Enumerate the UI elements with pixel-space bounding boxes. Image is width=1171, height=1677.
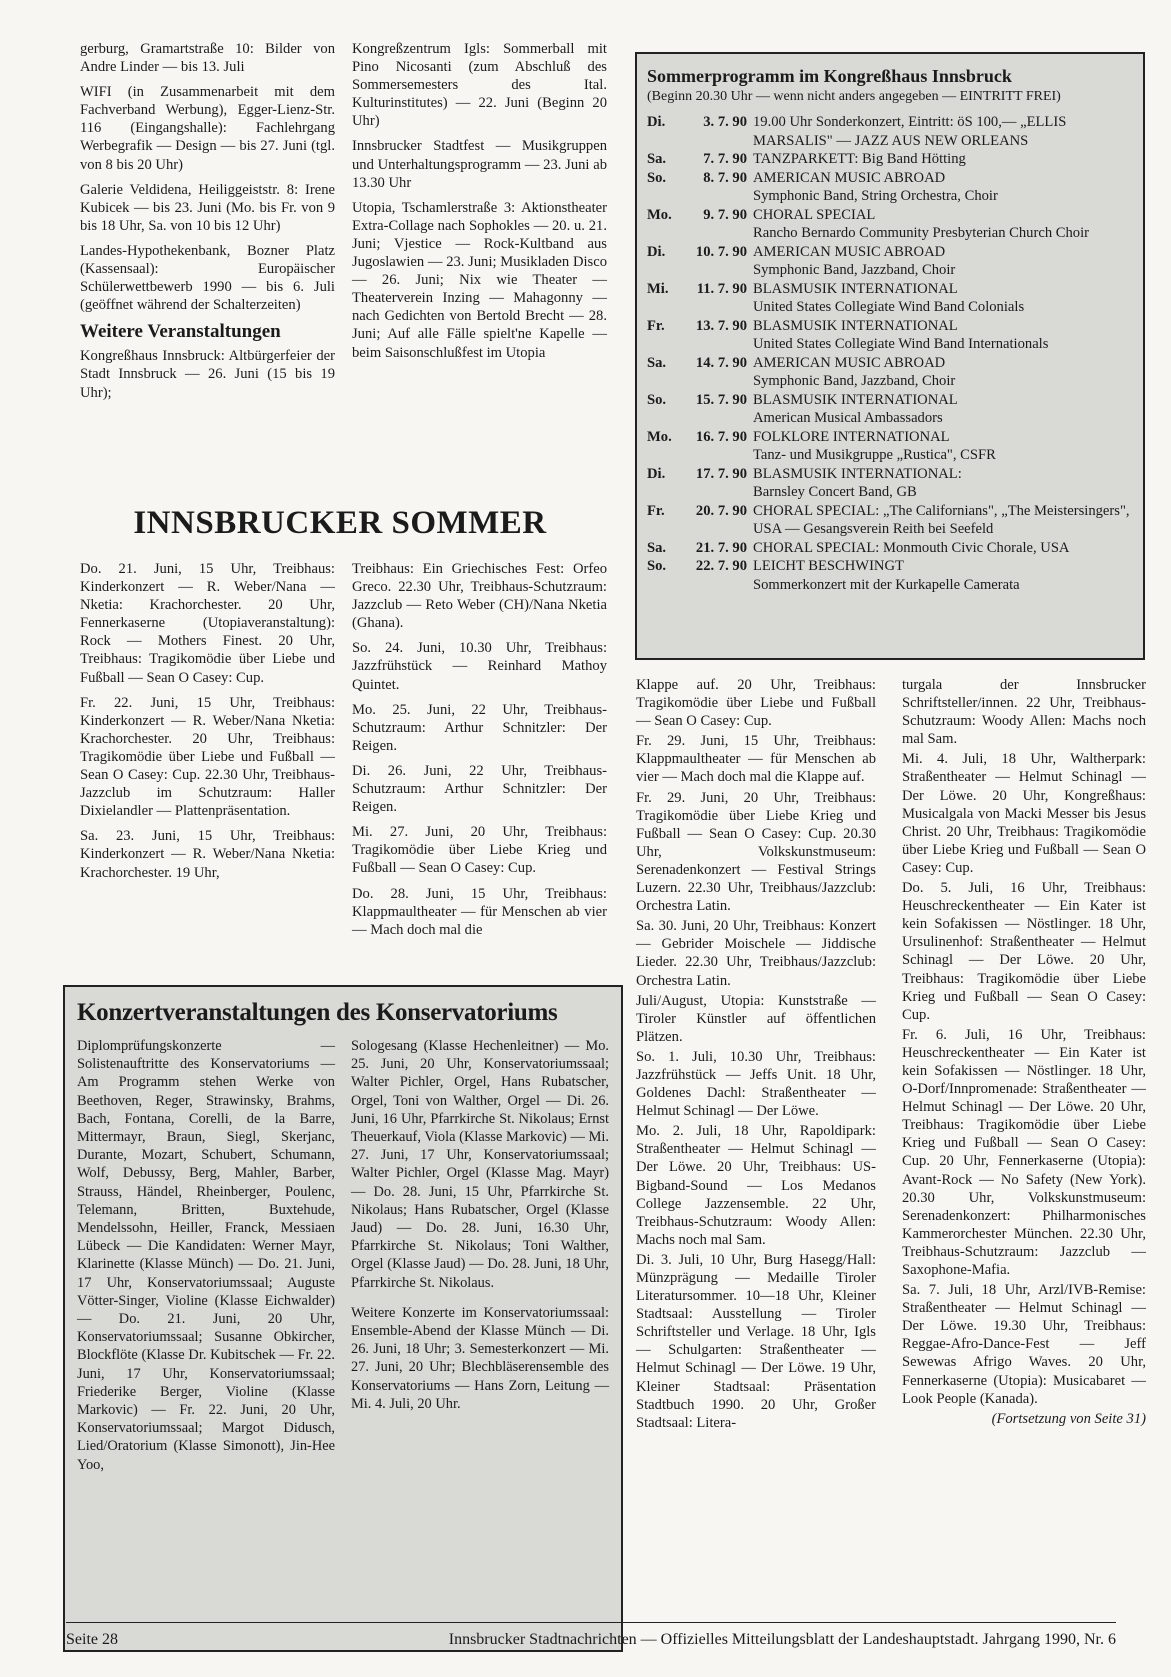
event-title: AMERICAN MUSIC ABROAD: [753, 169, 946, 186]
event-date: 9. 7. 90: [703, 206, 747, 223]
event-title: AMERICAN MUSIC ABROAD: [753, 354, 946, 371]
page-headline: INNSBRUCKER SOMMER: [133, 505, 547, 541]
event-row: [647, 150, 1133, 169]
event-row: [647, 502, 1133, 539]
event-paragraph: Fr. 29. Juni, 15 Uhr, Treibhaus: Klappmaultheater — für Menschen ab vier — Mach doch mal die Klappe auf.: [636, 733, 876, 786]
event-subtitle: Rancho Bernardo Community Presbyterian Church Choir: [753, 225, 1090, 241]
event-text: [753, 465, 1133, 502]
event-date: 13. 7. 90: [695, 317, 747, 334]
event-title: LEICHT BESCHWINGT: [753, 558, 904, 574]
event-date: 20. 7. 90: [695, 502, 747, 519]
event-paragraph: Do. 5. Juli, 16 Uhr, Treibhaus: Heuschreckentheater — Ein Kater ist kein Sofakissen — Nöstlinger. 18 Uhr, Ursulinenhof: Straßentheater — Helmut Schinagl — Der Löwe. 20 Uhr, Treibhaus: Tragikomödie über Liebe Krieg und Fußball — Sean O Casey: Cup.: [902, 880, 1146, 1023]
event-row: [647, 243, 1133, 280]
event-subtitle: American Musical Ambassadors: [753, 410, 943, 426]
event-text: [753, 169, 1133, 206]
section-heading-weitere: Weitere Veranstaltungen: [80, 321, 281, 343]
event-day: Di.: [647, 465, 666, 482]
listing-paragraph: Kongreßhaus Innsbruck: Altbürgerfeier der Stadt Innsbruck — 26. Juni (15 bis 19 Uhr);: [80, 348, 335, 401]
event-row: [647, 206, 1133, 243]
listing-paragraph: Galerie Veldidena, Heiliggeiststr. 8: Irene Kubicek — bis 23. Juni (Mo. bis Fr. von 9 bis 18 Uhr, Sa. von 10 bis 12 Uhr): [80, 181, 335, 234]
event-text: [753, 150, 1133, 169]
listing-paragraph: Utopia, Tschamlerstraße 3: Aktionstheater Extra-Collage nach Sophokles — 20. u. 21. Juni; Vjestice — Rock-Kultband aus Jugoslawien — 23. Juni; Musikladen Disco — 26. Juni; Nix wie Theater — Theaterverein Inzing — Mahagonny — nach Gedichten von Bertold Brecht — 28. Juni; Auf alle Fälle spielt'ne Kapelle — beim Saisonschlußfest im Utopia: [352, 199, 607, 361]
event-day: So.: [647, 558, 667, 574]
event-paragraph: Do. 28. Juni, 15 Uhr, Treibhaus: Klappmaultheater — für Menschen ab vier — Mach doch mal die: [352, 885, 607, 938]
event-text: [753, 428, 1133, 465]
event-row: [647, 465, 1133, 502]
event-paragraph: turgala der Innsbrucker Schriftsteller/innen. 22 Uhr, Treibhaus-Schutzraum: Woody Allen: Machs noch mal Sam.: [902, 677, 1146, 748]
event-paragraph: Treibhaus: Ein Griechisches Fest: Orfeo Greco. 22.30 Uhr, Treibhaus-Schutzraum: Jazzclub — Reto Weber (CH)/Nana Nketia (Ghana).: [352, 561, 607, 632]
event-date: 15. 7. 90: [695, 391, 747, 408]
event-paragraph: Do. 21. Juni, 15 Uhr, Treibhaus: Kinderkonzert — R. Weber/Nana — Nketia: Krachorchester. 20 Uhr, Fennerkaserne (Utopiaveranstaltung): Rock — Mothers Finest. 20 Uhr, Treibhaus: Tragikomödie über Liebe und Fußball — Sean O Casey: Cup.: [80, 561, 335, 686]
event-row: [647, 317, 1133, 354]
event-title: 19.00 Uhr Sonderkonzert, Eintritt: öS 100,— „ELLIS MARSALIS" — JAZZ AUS NEW ORLEANS: [753, 114, 1067, 149]
column-1-top: [80, 40, 335, 409]
event-row: [647, 557, 1133, 594]
event-paragraph: Sa. 30. Juni, 20 Uhr, Treibhaus: Konzert — Gebrider Moischele — Jiddische Lieder. 22.30 Uhr, Treibhaus/Jazzclub: Orchestra Latin.: [636, 918, 876, 989]
event-day: Fr.: [647, 502, 665, 519]
konservatorium-text-right: Sologesang (Klasse Hechenleitner) — Mo. 25. Juni, 20 Uhr, Konservatoriumssaal; Walter Pichler, Orgel, Hans Rubatscher, Orgel, Toni von Walther, Orgel — Di. 26. Juni, 16 Uhr, Pfarrkirche St. Nikolaus; Ernst Theuerkauf, Viola (Klasse Markovic) — Mi. 27. Juni, 17 Uhr, Konservatoriumssaal; Walter Pichler, Orgel (Klasse Mag. Mayr) — Do. 28. Juni, 15 Uhr, Pfarrkirche St. Nikolaus; Hans Rubatscher, Orgel (Klasse Jaud) — Do. 28. Juni, 16.30 Uhr, Pfarrkirche St. Nikolaus; Toni Walther, Orgel (Klasse Jaud) — Do. 28. Juni, 18 Uhr, Pfarrkirche St. Nikolaus.: [351, 1038, 609, 1291]
event-text: [753, 557, 1133, 594]
event-day: So.: [647, 169, 667, 186]
sommerprogramm-subtitle: (Beginn 20.30 Uhr — wenn nicht anders angegeben — EINTRITT FREI): [647, 89, 1061, 104]
event-title: CHORAL SPECIAL: Monmouth Civic Chorale, USA: [753, 539, 1070, 556]
event-day: Di.: [647, 114, 666, 130]
event-day: Mi.: [647, 280, 669, 297]
event-row: [647, 391, 1133, 428]
column-2-top: [352, 40, 607, 369]
sommerprogramm-title: Sommerprogramm im Kongreßhaus Innsbruck: [647, 66, 1012, 86]
event-paragraph: Fr. 22. Juni, 15 Uhr, Treibhaus: Kinderkonzert — R. Weber/Nana Nketia: Krachorchester. 20 Uhr, Treibhaus: Tragikomödie über Liebe und Fußball — Sean O Casey: Cup. 22.30 Uhr, Treibhaus-Jazzclub im Schutzraum: Haller Dixielandler — Plattenpräsentation.: [80, 694, 335, 820]
event-row: [647, 539, 1133, 558]
event-day: Mo.: [647, 206, 672, 223]
event-date: 3. 7. 90: [703, 114, 747, 130]
event-title: CHORAL SPECIAL: „The Californians", „The Meistersingers", USA — Gesangsverein Reith bei Seefeld: [753, 502, 1130, 537]
event-paragraph: Fr. 6. Juli, 16 Uhr, Treibhaus: Heuschreckentheater — Ein Kater ist kein Sofakissen — Nöstlinger. 18 Uhr, O-Dorf/Innpromenade: Straßentheater — Helmut Schinagl — Der Löwe. 20 Uhr, Treibhaus: Tragikomödie über Liebe Krieg und Fußball — Sean O Casey: Cup. 20 Uhr, Fennerkaserne (Utopia): Avant-Rock — No Safety (New York). 20.30 Uhr, Volkskunstmuseum: Serenadenkonzert: Philharmonisches Kammerorchester München. 22.30 Uhr, Treibhaus-Schutzraum: Jazzclub — Saxophone-Mafia.: [902, 1026, 1146, 1278]
event-title: FOLKLORE INTERNATIONAL: [753, 428, 950, 445]
event-date: 22. 7. 90: [695, 558, 747, 574]
publication-line: Innsbrucker Stadtnachrichten — Offizielles Mitteilungsblatt der Landeshauptstadt. Jahrgang 1990, Nr. 6: [448, 1631, 1116, 1648]
event-paragraph: Sa. 23. Juni, 15 Uhr, Treibhaus: Kinderkonzert — R. Weber/Nana Nketia: Krachorchester. 19 Uhr,: [80, 828, 335, 881]
event-text: [753, 391, 1133, 428]
event-row: [647, 113, 1133, 150]
event-paragraph: Mi. 4. Juli, 18 Uhr, Waltherpark: Straßentheater — Helmut Schinagl — Der Löwe. 20 Uhr, Kongreßhaus: Musicalgala von Macki Messer bis Jesus Christ. 20 Uhr, Treibhaus: Tragikomödie über Liebe Krieg und Fußball — Sean O Casey: Cup.: [902, 751, 1146, 876]
konservatorium-title: Konzertveranstaltungen des Konservatoriums: [77, 999, 558, 1026]
event-row: [647, 428, 1133, 465]
event-day: Mo.: [647, 428, 672, 445]
event-row: [647, 169, 1133, 206]
event-row: [647, 354, 1133, 391]
event-text: [753, 317, 1133, 354]
sommer-column-2: [352, 560, 607, 946]
event-subtitle: Tanz- und Musikgruppe „Rustica", CSFR: [753, 447, 996, 463]
event-day: Sa.: [647, 539, 667, 556]
event-text: [753, 206, 1133, 243]
event-title: BLASMUSIK INTERNATIONAL: [753, 391, 958, 408]
event-paragraph: Mo. 2. Juli, 18 Uhr, Rapoldipark: Straßentheater — Helmut Schinagl — Der Löwe. 20 Uhr, Treibhaus: US-Bigband-Sound — Los Medanos College Jazzensemble. 22 Uhr, Treibhaus-Schutzraum: Woody Allen: Machs noch mal Sam.: [636, 1123, 876, 1248]
event-title: BLASMUSIK INTERNATIONAL:: [753, 465, 962, 482]
event-text: [753, 280, 1133, 317]
event-paragraph: Fr. 29. Juni, 20 Uhr, Treibhaus: Tragikomödie über Liebe Krieg und Fußball — Sean O Casey: Cup. 20.30 Uhr, Volkskunstmuseum: Serenadenkonzert — Festival Strings Luzern. 22.30 Uhr, Treibhaus/Jazzclub: Orchestra Latin.: [636, 789, 876, 915]
listing-paragraph: Landes-Hypothekenbank, Bozner Platz (Kassensaal): Europäischer Schülerwettbewerb 1990 — bis 6. Juli (geöffnet während der Schalterzeiten): [80, 242, 335, 314]
event-text: [753, 354, 1133, 391]
event-subtitle: Barnsley Concert Band, GB: [753, 484, 917, 500]
event-title: BLASMUSIK INTERNATIONAL: [753, 280, 958, 297]
event-paragraph: So. 1. Juli, 10.30 Uhr, Treibhaus: Jazzfrühstück — Jeffs Unit. 18 Uhr, Goldenes Dachl: Straßentheater — Helmut Schinagl — Der Löwe.: [636, 1048, 876, 1120]
event-row: [647, 280, 1133, 317]
listing-paragraph: gerburg, Gramartstraße 10: Bilder von Andre Linder — bis 13. Juli: [80, 41, 335, 76]
event-subtitle: Sommerkonzert mit der Kurkapelle Camerata: [753, 576, 1020, 593]
event-date: 7. 7. 90: [703, 151, 747, 167]
event-text: [753, 539, 1133, 558]
sommerprogramm-box: [635, 52, 1145, 660]
event-title: CHORAL SPECIAL: [753, 206, 876, 223]
event-date: 17. 7. 90: [695, 465, 747, 482]
sommer-column-4: [902, 676, 1146, 1435]
event-paragraph: Mo. 25. Juni, 22 Uhr, Treibhaus-Schutzraum: Arthur Schnitzler: Der Reigen.: [352, 701, 607, 754]
sommer-column-3: [636, 676, 876, 1434]
page-number: Seite 28: [66, 1631, 118, 1648]
listing-paragraph: WIFI (in Zusammenarbeit mit dem Fachverband Werbung), Egger-Lienz-Str. 116 (Eingangshalle): Fachlehrgang Werbegrafik — Design — bis 27. Juni (tgl. von 8 bis 20 Uhr): [80, 84, 335, 173]
event-subtitle: Symphonic Band, Jazzband, Choir: [753, 373, 956, 389]
event-paragraph: Klappe auf. 20 Uhr, Treibhaus: Tragikomödie über Liebe und Fußball — Sean O Casey: Cup.: [636, 677, 876, 730]
event-paragraph: Di. 3. Juli, 10 Uhr, Burg Hasegg/Hall: Münzprägung — Medaille Tiroler Literatursommer. 10—18 Uhr, Kleiner Stadtsaal: Ausstellung — Tiroler Schriftsteller und Verlage. 18 Uhr, Igls — Schulgarten: Straßentheater — Helmut Schinagl — Der Löwe. 19 Uhr, Kleiner Stadtsaal: Präsentation Stadtbuch 1990. 20 Uhr, Großer Stadtsaal: Litera-: [636, 1251, 876, 1431]
continuation-note: (Fortsetzung von Seite 31): [991, 1410, 1146, 1427]
event-title: BLASMUSIK INTERNATIONAL: [753, 317, 958, 334]
event-date: 14. 7. 90: [695, 354, 747, 371]
event-title: TANZPARKETT: Big Band Hötting: [753, 151, 966, 167]
listing-paragraph: Innsbrucker Stadtfest — Musikgruppen und Unterhaltungsprogramm — 23. Juni ab 13.30 Uhr: [352, 138, 607, 191]
event-date: 8. 7. 90: [703, 169, 747, 186]
event-day: Sa.: [647, 354, 667, 371]
konservatorium-text-left: Diplomprüfungskonzerte — Solistenauftritte des Konservatoriums — Am Programm stehen Werke von Beethoven, Reger, Strawinsky, Brahms, Bach, Fontana, Corelli, de la Barre, Mittermayr, Braun, Siegl, Skerjanc, Durante, Mozart, Schubert, Schumann, Wolf, Debussy, Berg, Mahler, Barber, Strauss, Händel, Rheinberger, Poulenc, Telemann, Britten, Buxtehude, Mendelssohn, Heiller, Franck, Messiaen Lübeck — Die Kandidaten: Werner Mayr, Klarinette (Klasse Münch) — Do. 21. Juni, 17 Uhr, Konservatoriumssaal; Auguste Vötter-Singer, Violine (Klasse Eichwalder) — Do. 21. Juni, 20 Uhr, Konservatoriumssaal; Susanne Obkircher, Blockflöte (Klasse Dr. Kubitschek — Fr. 22. Juni, 17 Uhr, Konservatoriumssaal; Friederike Berger, Violine (Klasse Markovic) — Fr. 22. Juni, 20 Uhr, Konservatoriumssaal; Margot Didusch, Lied/Oratorium (Klasse Simonott), Jin-Hee Yoo,: [77, 1038, 335, 1473]
event-date: 10. 7. 90: [695, 243, 747, 260]
event-date: 16. 7. 90: [695, 428, 747, 445]
event-text: [753, 243, 1133, 280]
event-subtitle: Symphonic Band, String Orchestra, Choir: [753, 188, 998, 204]
page-footer: [66, 1622, 1116, 1649]
konservatorium-box: [63, 985, 623, 1652]
event-subtitle: Symphonic Band, Jazzband, Choir: [753, 262, 956, 278]
event-date: 21. 7. 90: [695, 539, 747, 556]
event-text: [753, 502, 1133, 539]
event-date: 11. 7. 90: [696, 280, 747, 297]
event-text: [753, 113, 1133, 150]
event-paragraph: Di. 26. Juni, 22 Uhr, Treibhaus-Schutzraum: Arthur Schnitzler: Der Reigen.: [352, 762, 607, 816]
listing-paragraph: Kongreßzentrum Igls: Sommerball mit Pino Nicosanti (zum Abschluß des Sommersemesters des Ital. Kulturinstitutes) — 22. Juni (Beginn 20 Uhr): [352, 41, 607, 130]
event-paragraph: So. 24. Juni, 10.30 Uhr, Treibhaus: Jazzfrühstück — Reinhard Mathoy Quintet.: [352, 640, 607, 693]
konservatorium-text-more: Weitere Konzerte im Konservatoriumssaal: Ensemble-Abend der Klasse Münch — Di. 26. Juni, 18 Uhr; 3. Semesterkonzert — Mi. 27. Juni, 20 Uhr; Blechbläserensemble des Konservatoriums — Hans Zorn, Leitung — Mi. 4. Juli, 20 Uhr.: [351, 1304, 609, 1412]
event-paragraph: Juli/August, Utopia: Kunststraße — Tiroler Künstler auf öffentlichen Plätzen.: [636, 992, 876, 1045]
event-day: Fr.: [647, 317, 665, 334]
event-paragraph: Mi. 27. Juni, 20 Uhr, Treibhaus: Tragikomödie über Liebe Krieg und Fußball — Sean O Casey: Cup.: [352, 824, 607, 877]
event-subtitle: United States Collegiate Wind Band Internationals: [753, 336, 1049, 352]
event-day: So.: [647, 391, 667, 408]
event-day: Sa.: [647, 151, 667, 167]
event-list: [647, 113, 1133, 594]
event-paragraph: Sa. 7. Juli, 18 Uhr, Arzl/IVB-Remise: Straßentheater — Helmut Schinagl — Der Löwe. 19.30 Uhr, Treibhaus: Reggae-Afro-Dance-Fest — Jeff Sewewas Afrigo Waves. 20 Uhr, Fennerkaserne (Utopia): Musicabaret — Look People (Kanada).: [902, 1282, 1146, 1407]
event-title: AMERICAN MUSIC ABROAD: [753, 243, 946, 260]
event-day: Di.: [647, 243, 666, 260]
event-subtitle: United States Collegiate Wind Band Colonials: [753, 299, 1025, 315]
sommer-column-1: [80, 560, 335, 889]
